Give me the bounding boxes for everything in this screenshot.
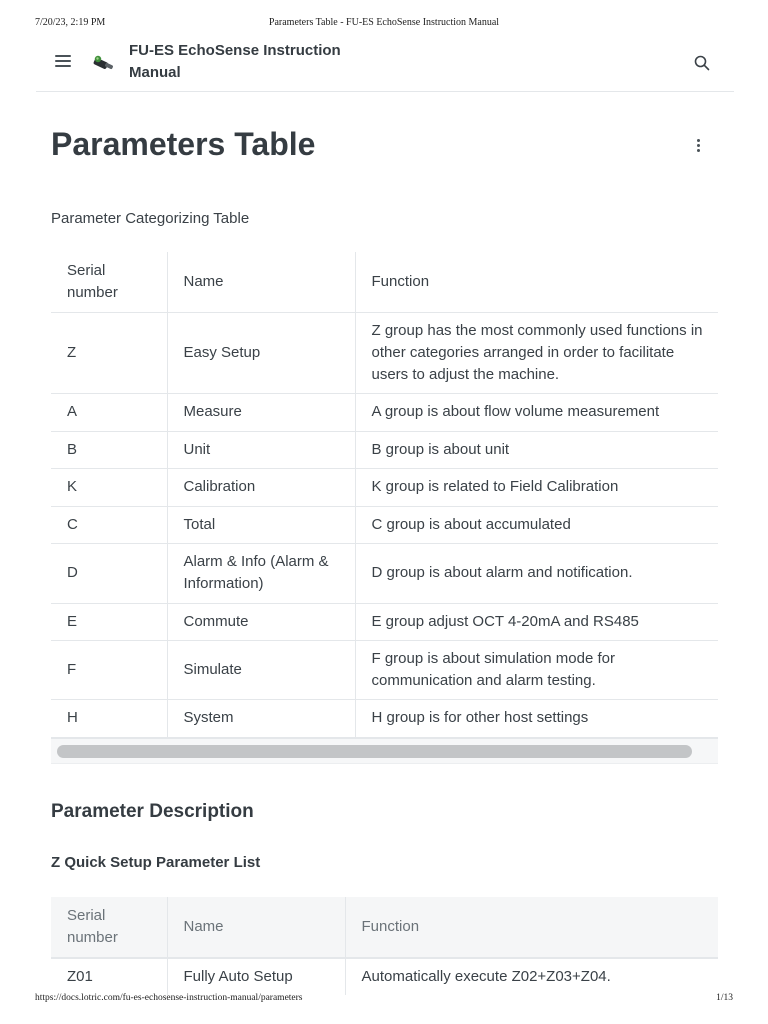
print-url: https://docs.lotric.com/fu-es-echosense-instruction-manual/parameters bbox=[35, 993, 303, 1003]
table-row bbox=[51, 640, 718, 699]
cell-serial: D bbox=[51, 543, 167, 603]
cell-name: Measure bbox=[167, 393, 355, 431]
table-header-row bbox=[51, 252, 718, 312]
table-row bbox=[51, 543, 718, 603]
cell-name: Easy Setup bbox=[167, 312, 355, 393]
cell-name: Unit bbox=[167, 431, 355, 468]
column-header-name: Name bbox=[167, 252, 355, 312]
cell-name: Alarm & Info (Alarm & Information) bbox=[167, 543, 355, 603]
cell-name: Total bbox=[167, 506, 355, 543]
parameter-category-table bbox=[51, 252, 718, 737]
table-row bbox=[51, 699, 718, 737]
cell-name: Simulate bbox=[167, 640, 355, 699]
cell-serial: Z bbox=[51, 312, 167, 393]
cell-name: Fully Auto Setup bbox=[167, 958, 345, 995]
more-options-icon[interactable] bbox=[694, 139, 702, 155]
print-header bbox=[0, 17, 768, 31]
cell-function: Automatically execute Z02+Z03+Z04. bbox=[345, 958, 718, 995]
intro-text: Parameter Categorizing Table bbox=[51, 210, 250, 227]
cell-function: H group is for other host settings bbox=[355, 699, 718, 737]
column-header-function: Function bbox=[345, 897, 718, 958]
table-row bbox=[51, 506, 718, 543]
table-row bbox=[51, 468, 718, 506]
column-header-serial: Serial number bbox=[51, 252, 167, 312]
cell-serial: F bbox=[51, 640, 167, 699]
print-page-title: Parameters Table - FU-ES EchoSense Instruction Manual bbox=[268, 17, 500, 28]
cell-serial: C bbox=[51, 506, 167, 543]
cell-serial: A bbox=[51, 393, 167, 431]
cell-function: Z group has the most commonly used functions in other categories arranged in order to facilitate users to adjust the machine. bbox=[355, 312, 718, 393]
column-header-function: Function bbox=[355, 252, 718, 312]
cell-function: K group is related to Field Calibration bbox=[355, 468, 718, 506]
top-navigation-bar bbox=[36, 35, 734, 92]
cell-serial: E bbox=[51, 603, 167, 640]
cell-serial: H bbox=[67, 709, 78, 727]
table-row bbox=[51, 312, 718, 393]
cell-function: E group adjust OCT 4-20mA and RS485 bbox=[355, 603, 718, 640]
cell-function: A group is about flow volume measurement bbox=[355, 393, 718, 431]
print-datetime: 7/20/23, 2:19 PM bbox=[35, 17, 106, 28]
table-row bbox=[51, 958, 718, 995]
search-icon[interactable] bbox=[694, 55, 710, 71]
cell-name: System bbox=[167, 699, 355, 737]
product-logo-icon bbox=[91, 52, 115, 74]
table-row bbox=[51, 393, 718, 431]
section-heading: Parameter Description bbox=[51, 801, 254, 822]
table-row bbox=[51, 431, 718, 468]
horizontal-scrollbar[interactable] bbox=[51, 737, 718, 764]
cell-serial: Z01 bbox=[67, 968, 93, 985]
cell-serial: B bbox=[51, 431, 167, 468]
print-footer bbox=[0, 993, 768, 1007]
page-title: Parameters Table bbox=[51, 126, 316, 162]
scrollbar-thumb[interactable] bbox=[57, 745, 692, 758]
cell-function: D group is about alarm and notification. bbox=[355, 543, 718, 603]
table-row bbox=[51, 603, 718, 640]
column-header-name: Name bbox=[167, 897, 345, 958]
hamburger-icon[interactable] bbox=[55, 55, 71, 69]
column-header-serial: Serial number bbox=[51, 897, 167, 958]
cell-function: B group is about unit bbox=[355, 431, 718, 468]
site-title[interactable]: FU-ES EchoSense Instruction Manual bbox=[129, 42, 341, 81]
cell-name: Commute bbox=[167, 603, 355, 640]
print-page-number: 1/13 bbox=[716, 993, 733, 1003]
subsection-heading: Z Quick Setup Parameter List bbox=[51, 854, 261, 871]
cell-function: F group is about simulation mode for communication and alarm testing. bbox=[355, 640, 718, 699]
cell-name: Calibration bbox=[167, 468, 355, 506]
cell-serial: K bbox=[51, 468, 167, 506]
table-header-row bbox=[51, 897, 718, 958]
cell-function: C group is about accumulated bbox=[355, 506, 718, 543]
z-parameter-table bbox=[51, 897, 718, 995]
